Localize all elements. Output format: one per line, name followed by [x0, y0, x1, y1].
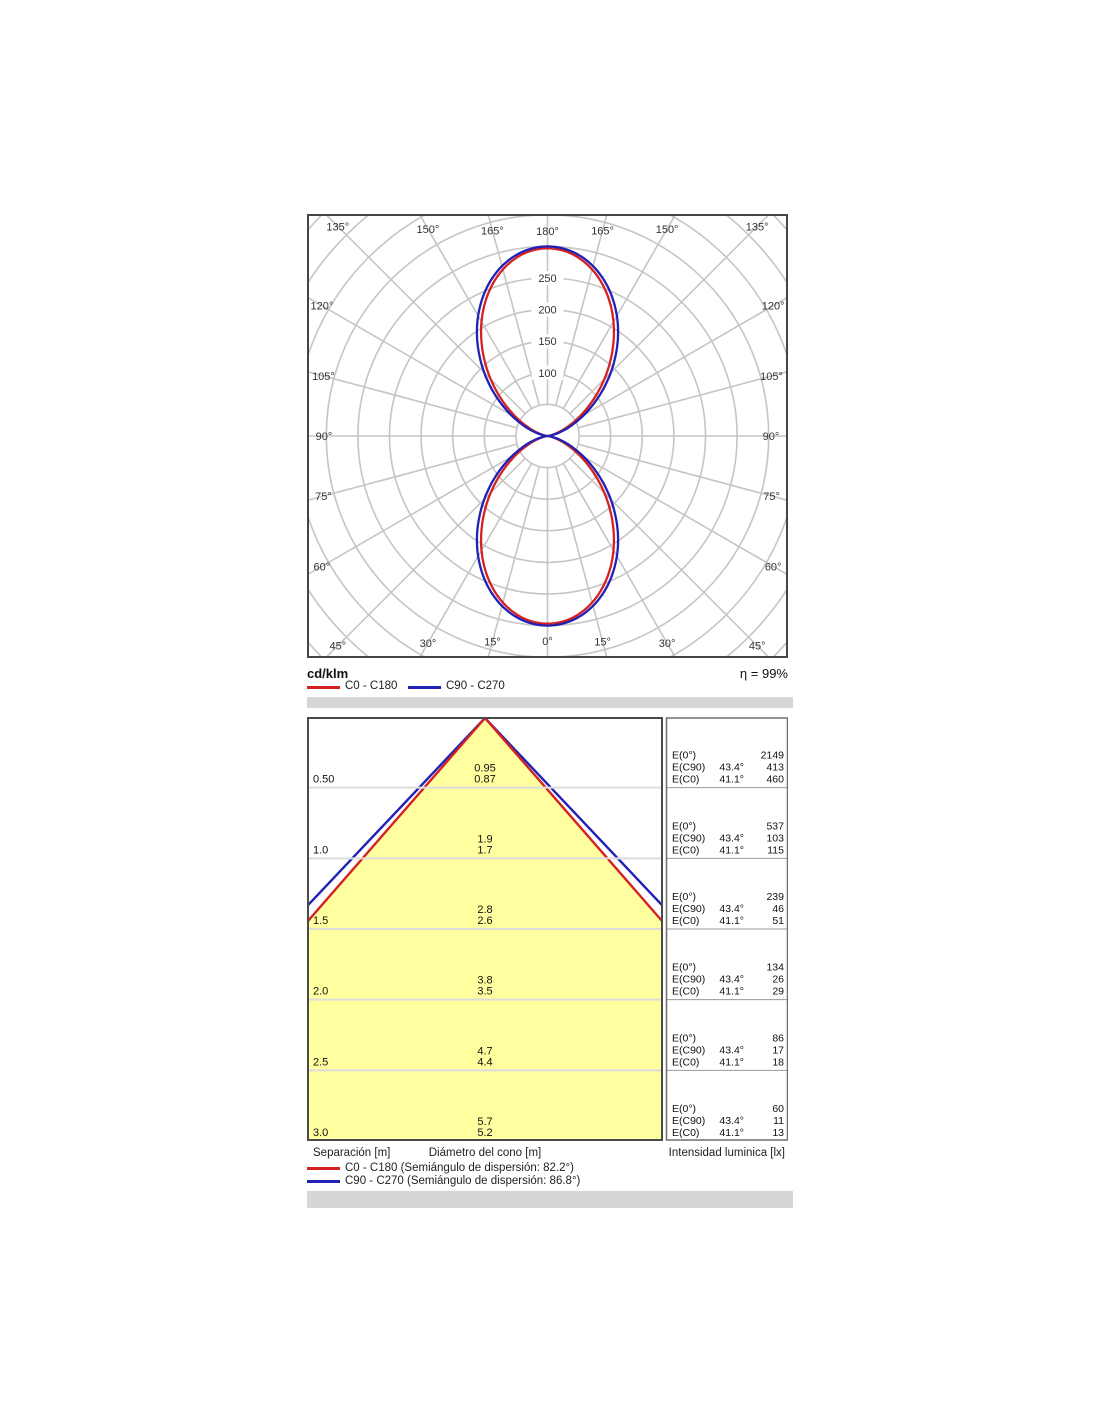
- intensity-column-caption: Intensidad luminica [lx]: [668, 1147, 785, 1159]
- svg-text:3.5: 3.5: [477, 985, 493, 998]
- svg-text:41.1°: 41.1°: [719, 1056, 744, 1069]
- svg-text:0.95: 0.95: [474, 762, 496, 775]
- svg-text:1.9: 1.9: [477, 833, 493, 846]
- svg-text:413: 413: [766, 761, 784, 774]
- svg-text:41.1°: 41.1°: [719, 985, 744, 998]
- svg-text:2.0: 2.0: [313, 985, 329, 998]
- svg-text:E(0°): E(0°): [672, 961, 697, 974]
- svg-text:250: 250: [538, 273, 557, 285]
- svg-text:3.8: 3.8: [477, 974, 493, 987]
- svg-text:60°: 60°: [313, 561, 331, 574]
- svg-text:150°: 150°: [655, 223, 679, 236]
- svg-text:45°: 45°: [329, 640, 347, 653]
- svg-text:115: 115: [767, 844, 784, 857]
- svg-text:150: 150: [538, 336, 557, 349]
- svg-text:86: 86: [772, 1032, 784, 1045]
- svg-text:30°: 30°: [658, 638, 676, 651]
- svg-text:180°: 180°: [536, 226, 559, 238]
- svg-text:103: 103: [766, 832, 784, 845]
- svg-text:2149: 2149: [760, 749, 784, 762]
- svg-text:150°: 150°: [416, 223, 440, 236]
- svg-text:60: 60: [772, 1103, 784, 1115]
- svg-text:90°: 90°: [762, 431, 780, 443]
- svg-text:43.4°: 43.4°: [719, 903, 744, 915]
- svg-text:75°: 75°: [315, 491, 332, 504]
- svg-text:0.87: 0.87: [474, 773, 496, 786]
- svg-text:E(C0): E(C0): [672, 985, 700, 998]
- svg-text:460: 460: [766, 773, 784, 786]
- svg-text:120°: 120°: [310, 300, 334, 313]
- svg-text:43.4°: 43.4°: [719, 1115, 744, 1127]
- svg-text:165°: 165°: [481, 225, 504, 238]
- svg-text:E(0°): E(0°): [672, 820, 697, 833]
- svg-text:E(C90): E(C90): [672, 1044, 706, 1057]
- svg-text:41.1°: 41.1°: [719, 915, 744, 927]
- c90-c270-line-swatch: [408, 686, 441, 689]
- cone-legend-c0-swatch: [307, 1167, 340, 1170]
- svg-text:18: 18: [772, 1056, 784, 1069]
- efficiency-value: η = 99%: [739, 666, 788, 681]
- separation-column-caption: Separación [m]: [313, 1147, 391, 1159]
- svg-text:134: 134: [766, 961, 784, 974]
- svg-text:2.5: 2.5: [313, 1056, 329, 1069]
- bottom-divider-bar: [307, 1191, 793, 1208]
- svg-text:120°: 120°: [761, 300, 785, 313]
- svg-text:135°: 135°: [326, 221, 350, 234]
- cone-legend-c0-label: C0 - C180 (Semiángulo de dispersión: 82.2°): [345, 1162, 574, 1174]
- svg-text:E(0°): E(0°): [672, 1103, 697, 1115]
- svg-text:E(0°): E(0°): [672, 749, 697, 762]
- svg-text:E(C90): E(C90): [672, 1115, 706, 1127]
- svg-text:105°: 105°: [312, 370, 335, 383]
- svg-text:E(0°): E(0°): [672, 891, 697, 903]
- svg-text:239: 239: [766, 891, 784, 903]
- cone-diagram-chart: [307, 717, 788, 1141]
- svg-text:41.1°: 41.1°: [719, 844, 744, 857]
- svg-text:537: 537: [766, 820, 784, 833]
- svg-text:E(C90): E(C90): [672, 832, 706, 845]
- svg-text:E(C0): E(C0): [672, 844, 700, 857]
- svg-text:43.4°: 43.4°: [719, 973, 744, 986]
- diameter-column-caption: Diámetro del cono [m]: [428, 1147, 542, 1159]
- svg-text:E(C0): E(C0): [672, 1127, 700, 1139]
- svg-text:0°: 0°: [542, 636, 553, 648]
- svg-text:75°: 75°: [763, 491, 780, 504]
- svg-text:41.1°: 41.1°: [719, 773, 744, 786]
- svg-text:13: 13: [772, 1127, 784, 1139]
- svg-text:60°: 60°: [764, 561, 782, 574]
- svg-text:200: 200: [538, 304, 557, 317]
- svg-text:15°: 15°: [594, 636, 611, 649]
- svg-text:165°: 165°: [591, 225, 614, 238]
- svg-text:4.4: 4.4: [477, 1056, 493, 1069]
- svg-text:E(C0): E(C0): [672, 773, 700, 786]
- svg-text:29: 29: [772, 985, 784, 998]
- svg-text:1.7: 1.7: [477, 844, 493, 857]
- svg-text:105°: 105°: [760, 370, 783, 383]
- svg-text:5.7: 5.7: [477, 1116, 493, 1128]
- svg-text:5.2: 5.2: [477, 1127, 493, 1139]
- section-divider-bar: [307, 697, 793, 708]
- svg-text:43.4°: 43.4°: [719, 1044, 744, 1057]
- svg-text:45°: 45°: [748, 640, 766, 653]
- svg-text:0.50: 0.50: [313, 773, 335, 786]
- svg-text:15°: 15°: [484, 636, 501, 649]
- svg-text:1.5: 1.5: [313, 915, 329, 927]
- svg-text:17: 17: [772, 1044, 784, 1057]
- svg-text:E(C0): E(C0): [672, 915, 700, 927]
- svg-text:26: 26: [772, 973, 784, 986]
- svg-text:E(C0): E(C0): [672, 1056, 700, 1069]
- svg-text:3.0: 3.0: [313, 1127, 329, 1139]
- c0-c180-line-swatch: [307, 686, 340, 689]
- svg-text:11: 11: [773, 1115, 784, 1127]
- polar-legend-c90-label: C90 - C270: [446, 680, 505, 692]
- svg-text:4.7: 4.7: [477, 1045, 493, 1058]
- svg-text:43.4°: 43.4°: [719, 832, 744, 845]
- svg-text:46: 46: [772, 903, 784, 915]
- polar-intensity-chart: [307, 214, 788, 658]
- svg-text:51: 51: [772, 915, 784, 927]
- svg-text:41.1°: 41.1°: [719, 1127, 744, 1139]
- svg-text:E(C90): E(C90): [672, 903, 706, 915]
- svg-text:2.6: 2.6: [477, 915, 493, 927]
- cone-legend-c90-label: C90 - C270 (Semiángulo de dispersión: 86.8°): [345, 1175, 581, 1187]
- polar-unit-label: cd/klm: [307, 666, 349, 681]
- polar-legend-c0-label: C0 - C180: [345, 680, 398, 692]
- svg-text:90°: 90°: [315, 431, 333, 443]
- svg-text:E(C90): E(C90): [672, 761, 706, 774]
- svg-text:E(0°): E(0°): [672, 1032, 697, 1045]
- svg-text:100: 100: [538, 367, 557, 380]
- svg-text:2.8: 2.8: [477, 904, 493, 916]
- svg-text:135°: 135°: [745, 221, 769, 234]
- svg-text:E(C90): E(C90): [672, 973, 706, 986]
- svg-text:1.0: 1.0: [313, 844, 329, 857]
- cone-legend-c90-swatch: [307, 1180, 340, 1183]
- svg-text:30°: 30°: [419, 638, 437, 651]
- svg-text:43.4°: 43.4°: [719, 761, 744, 774]
